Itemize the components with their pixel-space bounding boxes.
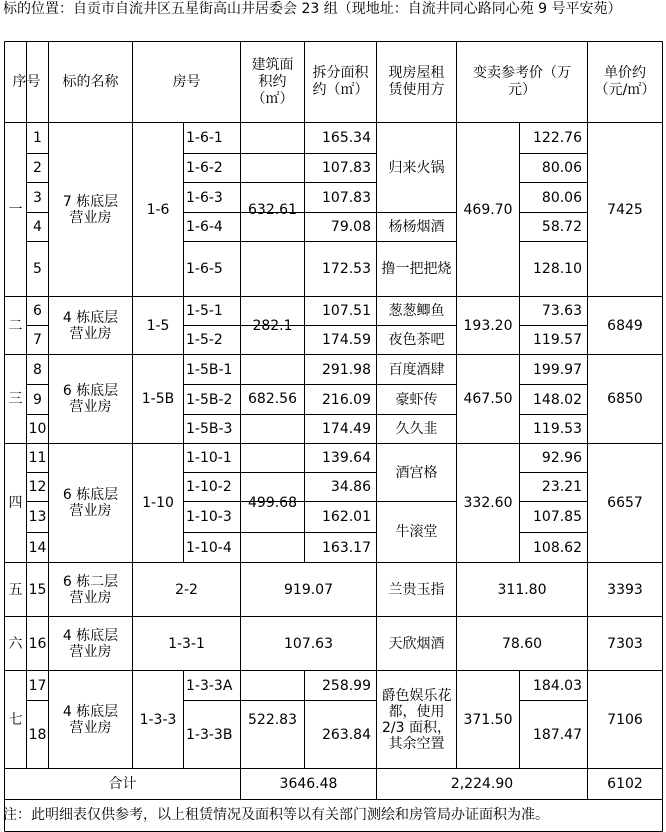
row-no: 15: [28, 581, 47, 598]
tenant: 牛滚堂: [395, 524, 438, 540]
group-room: 1-10: [142, 495, 174, 511]
sub-room: 1-5-2: [186, 332, 223, 348]
row-no: 10: [28, 421, 47, 437]
sub-price: 122.76: [533, 130, 582, 146]
group-room: 1-3-3: [139, 711, 177, 728]
row-no: 8: [33, 361, 42, 378]
group-price: 78.60: [501, 635, 543, 652]
group-building-area: 632.61: [248, 201, 297, 218]
row-no: 2: [33, 160, 42, 176]
sub-room: 1-3-3B: [186, 726, 233, 743]
row-no: 14: [28, 539, 47, 556]
sub-price: 184.03: [533, 677, 582, 694]
tenant: 豪虾传: [395, 391, 438, 408]
tenant: 兰贵玉指: [388, 581, 445, 598]
sub-room: 1-10-2: [186, 479, 232, 495]
group-unit-price: 3393: [607, 581, 643, 598]
tenant: 百度酒肆: [388, 361, 445, 378]
tenant: 杨杨烟酒: [388, 219, 445, 235]
group-building-area: 682.56: [248, 391, 297, 407]
row-no: 17: [28, 677, 47, 694]
sub-room: 1-3-3A: [186, 677, 233, 694]
total-label: 合计: [108, 776, 137, 792]
sub-price: 199.97: [533, 361, 582, 378]
split-area: 291.98: [322, 361, 371, 378]
tenant: 葱葱鲫鱼: [388, 303, 445, 319]
group-building-area: 522.83: [248, 711, 297, 728]
split-area: 107.83: [322, 189, 371, 206]
tenant: 夜色茶吧: [388, 332, 445, 348]
header-unit-price: 单价约（元/㎡）: [594, 65, 656, 98]
sub-price: 80.06: [541, 189, 582, 206]
group-total-price: 467.50: [463, 391, 513, 407]
sub-room: 1-5B-2: [186, 391, 233, 408]
header-split-area: 拆分面积约（㎡）: [312, 65, 369, 98]
group-unit-price: 7303: [607, 635, 643, 652]
row-no: 7: [33, 332, 42, 348]
split-area: 79.08: [330, 219, 371, 235]
sub-price: 23.21: [541, 479, 582, 495]
split-area: 34.86: [330, 479, 371, 495]
group-label: 七: [8, 711, 23, 728]
total-area: 3646.48: [279, 776, 338, 792]
location-text: 标的位置：自贡市自流井区五星街高山井居委会 23 组（现地址：自流井同心路同心苑 9 号平安苑）: [3, 1, 622, 17]
sub-price: 92.96: [541, 450, 582, 466]
group-total-price: 332.60: [463, 495, 513, 511]
group-unit-price: 6849: [607, 317, 643, 334]
header-seq: 序号: [12, 73, 41, 90]
row-no: 11: [28, 450, 47, 466]
split-area: 263.84: [322, 726, 371, 743]
split-area: 107.51: [322, 303, 371, 319]
group-price: 311.80: [497, 581, 547, 598]
header-name: 标的名称: [62, 73, 119, 90]
sub-price: 119.53: [533, 421, 582, 437]
group-building-area: 499.68: [248, 495, 297, 511]
split-area: 165.34: [322, 130, 371, 146]
group-unit-price: 7425: [607, 201, 643, 218]
sub-room: 1-5B-3: [186, 421, 233, 437]
group-label: 二: [8, 317, 23, 334]
sub-price: 108.62: [533, 539, 582, 556]
group-room: 1-6: [146, 201, 170, 218]
group-unit-price: 7106: [607, 711, 643, 728]
group-unit-price: 6657: [607, 495, 643, 511]
group-name: 7 栋底层营业房: [62, 193, 119, 226]
header-price: 变卖参考价（万元）: [473, 65, 571, 98]
sub-room: 1-10-1: [186, 450, 232, 466]
split-area: 163.17: [322, 539, 371, 556]
tenant: 酒宫格: [395, 464, 438, 481]
row-no: 13: [28, 509, 47, 525]
row-no: 3: [33, 189, 42, 206]
tenant: 天欣烟酒: [388, 635, 445, 652]
row-no: 16: [28, 635, 47, 652]
group-room: 2-2: [175, 581, 198, 598]
split-area: 172.53: [322, 261, 371, 277]
sub-price: 148.02: [533, 391, 582, 408]
split-area: 174.49: [322, 421, 371, 437]
split-area: 216.09: [322, 391, 371, 408]
group-name: 6 栋底层营业房: [62, 383, 119, 415]
group-room: 1-5B: [141, 391, 175, 407]
group-area: 107.63: [284, 635, 333, 652]
header-room: 房号: [172, 73, 201, 90]
split-area: 139.64: [322, 450, 371, 466]
sub-price: 73.63: [541, 303, 582, 319]
tenant: 久久韭: [395, 421, 438, 437]
group-total-price: 371.50: [463, 711, 513, 728]
header-building-area: 建筑面积约（㎡）: [251, 56, 294, 107]
header-usage: 现房屋租赁使用方: [388, 65, 445, 98]
row-no: 9: [33, 391, 42, 408]
tenant: 归来火锅: [388, 159, 445, 176]
group-name: 6 栋底层营业房: [62, 487, 119, 519]
split-area: 174.59: [322, 332, 371, 348]
split-area: 258.99: [322, 677, 371, 694]
group-room: 1-3-1: [168, 635, 205, 652]
group-total-price: 193.20: [463, 317, 513, 334]
group-total-price: 469.70: [463, 201, 513, 218]
sub-room: 1-6-1: [186, 130, 223, 146]
group-name: 4 栋底层营业房: [62, 627, 119, 660]
sub-price: 58.72: [541, 219, 582, 235]
row-no: 5: [33, 261, 42, 277]
sub-price: 107.85: [533, 509, 582, 525]
sub-room: 1-6-2: [186, 160, 223, 176]
group-room: 1-5: [146, 317, 170, 334]
split-area: 107.83: [322, 160, 371, 176]
tenant: 爵色娱乐花都，使用2/3 面积，其余空置: [381, 687, 452, 752]
sub-price: 80.06: [541, 160, 582, 176]
row-no: 4: [33, 219, 42, 235]
sub-room: 1-6-4: [186, 219, 223, 235]
group-label: 一: [8, 201, 23, 218]
row-no: 18: [28, 726, 47, 743]
group-name: 4 栋底层营业房: [62, 703, 119, 736]
group-unit-price: 6850: [607, 391, 643, 407]
group-building-area: 282.1: [252, 317, 293, 334]
sub-room: 1-5B-1: [186, 361, 233, 378]
row-no: 12: [28, 479, 47, 495]
sub-price: 128.10: [533, 261, 582, 277]
total-price: 2,224.90: [450, 776, 514, 792]
group-name: 4 栋底层营业房: [62, 309, 119, 342]
footnote: 注：此明细表仅供参考，以上租赁情况及面积等以有关部门测绘和房管局办证面积为准。: [3, 807, 549, 823]
sub-room: 1-5-1: [186, 303, 223, 319]
group-label: 三: [8, 391, 23, 407]
tenant: 撸一把把烧: [381, 261, 452, 277]
sub-room: 1-6-3: [186, 189, 223, 206]
sub-price: 119.57: [533, 332, 582, 348]
row-no: 6: [33, 303, 42, 319]
sub-room: 1-10-3: [186, 509, 232, 525]
total-unit-price: 6102: [607, 776, 643, 792]
group-label: 六: [8, 635, 23, 652]
group-label: 五: [8, 581, 23, 598]
group-area: 919.07: [284, 581, 333, 598]
row-no: 1: [33, 130, 42, 146]
sub-price: 187.47: [533, 726, 582, 743]
group-label: 四: [8, 495, 23, 511]
sub-room: 1-6-5: [186, 261, 223, 277]
split-area: 162.01: [322, 509, 371, 525]
sub-room: 1-10-4: [186, 539, 232, 556]
group-name: 6 栋二层营业房: [62, 573, 119, 606]
